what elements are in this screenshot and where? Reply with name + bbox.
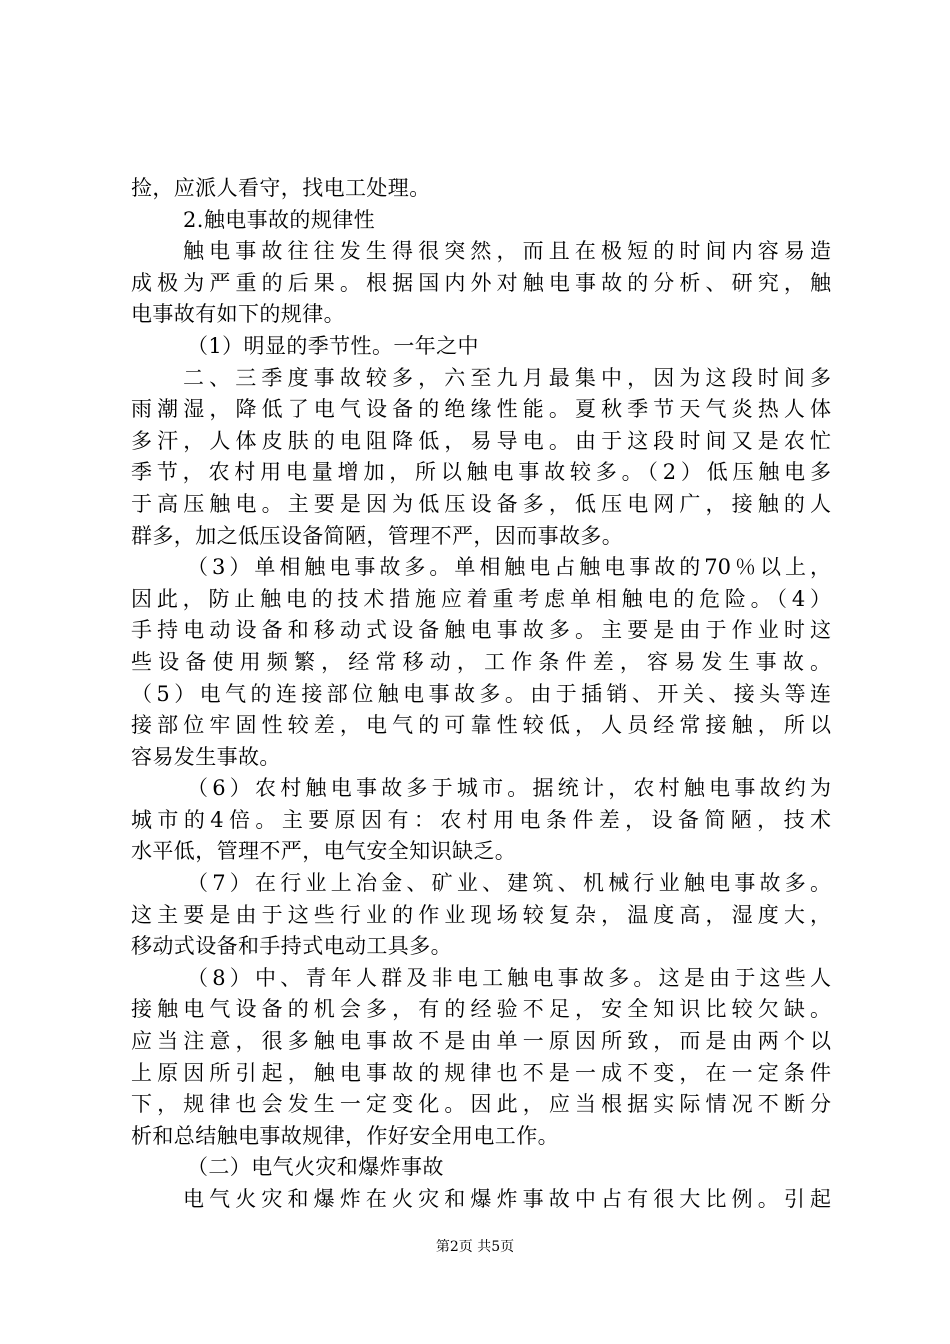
- text-line: 容易发生事故。: [131, 744, 281, 769]
- text-line: 析和总结触电事故规律，作好安全用电工作。: [131, 1123, 559, 1148]
- body-text: [131, 173, 831, 1216]
- text-line: 二、三季度事故较多，六至九月最集中，因为这段时间多: [183, 365, 831, 390]
- text-line: 应当注意，很多触电事故不是由单一原因所致，而是由两个以: [131, 1029, 831, 1054]
- text-line: 捡，应派人看守，找电工处理。: [131, 176, 431, 200]
- text-line: （5）电气的连接部位触电事故多。由于插销、开关、接头等连: [131, 681, 831, 706]
- text-line: 群多，加之低压设备简陋，管理不严，因而事故多。: [131, 523, 624, 548]
- section-heading: （二）电气火灾和爆炸事故: [187, 1155, 444, 1180]
- text-line: 这主要是由于这些行业的作业现场较复杂，温度高，湿度大，: [131, 902, 831, 927]
- text-line: 雨潮湿，降低了电气设备的绝缘性能。夏秋季节天气炎热人体: [131, 397, 831, 422]
- text-line: 移动式设备和手持式电动工具多。: [131, 934, 452, 959]
- text-line: （8）中、青年人群及非电工触电事故多。这是由于这些人: [187, 965, 831, 990]
- text-line: 手持电动设备和移动式设备触电事故多。主要是由于作业时这: [131, 618, 831, 643]
- text-line: （6）农村触电事故多于城市。据统计，农村触电事故约为: [187, 776, 831, 801]
- text-line: 接部位牢固性较差，电气的可靠性较低，人员经常接触，所以: [131, 713, 831, 738]
- text-line: （3）单相触电事故多。单相触电占触电事故的70％以上，: [187, 555, 831, 580]
- page-number: 第2页 共5页: [435, 1239, 515, 1255]
- text-line: 些设备使用频繁，经常移动，工作条件差，容易发生事故。: [131, 649, 831, 674]
- text-line: 上原因所引起，触电事故的规律也不是一成不变，在一定条件: [131, 1060, 831, 1085]
- text-line: 于高压触电。主要是因为低压设备多，低压电网广，接触的人: [131, 491, 831, 516]
- text-line: 季节，农村用电量增加，所以触电事故较多。（2）低压触电多: [131, 460, 831, 485]
- list-item-heading: （1）明显的季节性。一年之中: [187, 333, 479, 358]
- text-line: 城市的4倍。主要原因有：农村用电条件差，设备简陋，技术: [131, 807, 831, 832]
- text-line: 水平低，管理不严，电气安全知识缺乏。: [131, 839, 517, 864]
- text-line: 触电事故往往发生得很突然，而且在极短的时间内容易造: [183, 239, 831, 264]
- text-line: 成极为严重的后果。根据国内外对触电事故的分析、研究，触: [131, 270, 831, 295]
- section-heading: 2.触电事故的规律性: [183, 207, 376, 232]
- text-line: 电事故有如下的规律。: [131, 302, 345, 327]
- text-line: 电气火灾和爆炸在火灾和爆炸事故中占有很大比例。引起: [183, 1187, 831, 1211]
- text-line: 因此，防止触电的技术措施应着重考虑单相触电的危险。（4）: [131, 586, 831, 611]
- text-line: 接触电气设备的机会多，有的经验不足，安全知识比较欠缺。: [131, 997, 831, 1022]
- text-line: 多汗，人体皮肤的电阻降低，易导电。由于这段时间又是农忙: [131, 428, 831, 453]
- text-line: （7）在行业上冶金、矿业、建筑、机械行业触电事故多。: [187, 871, 831, 896]
- text-line: 下，规律也会发生一定变化。因此，应当根据实际情况不断分: [131, 1092, 831, 1117]
